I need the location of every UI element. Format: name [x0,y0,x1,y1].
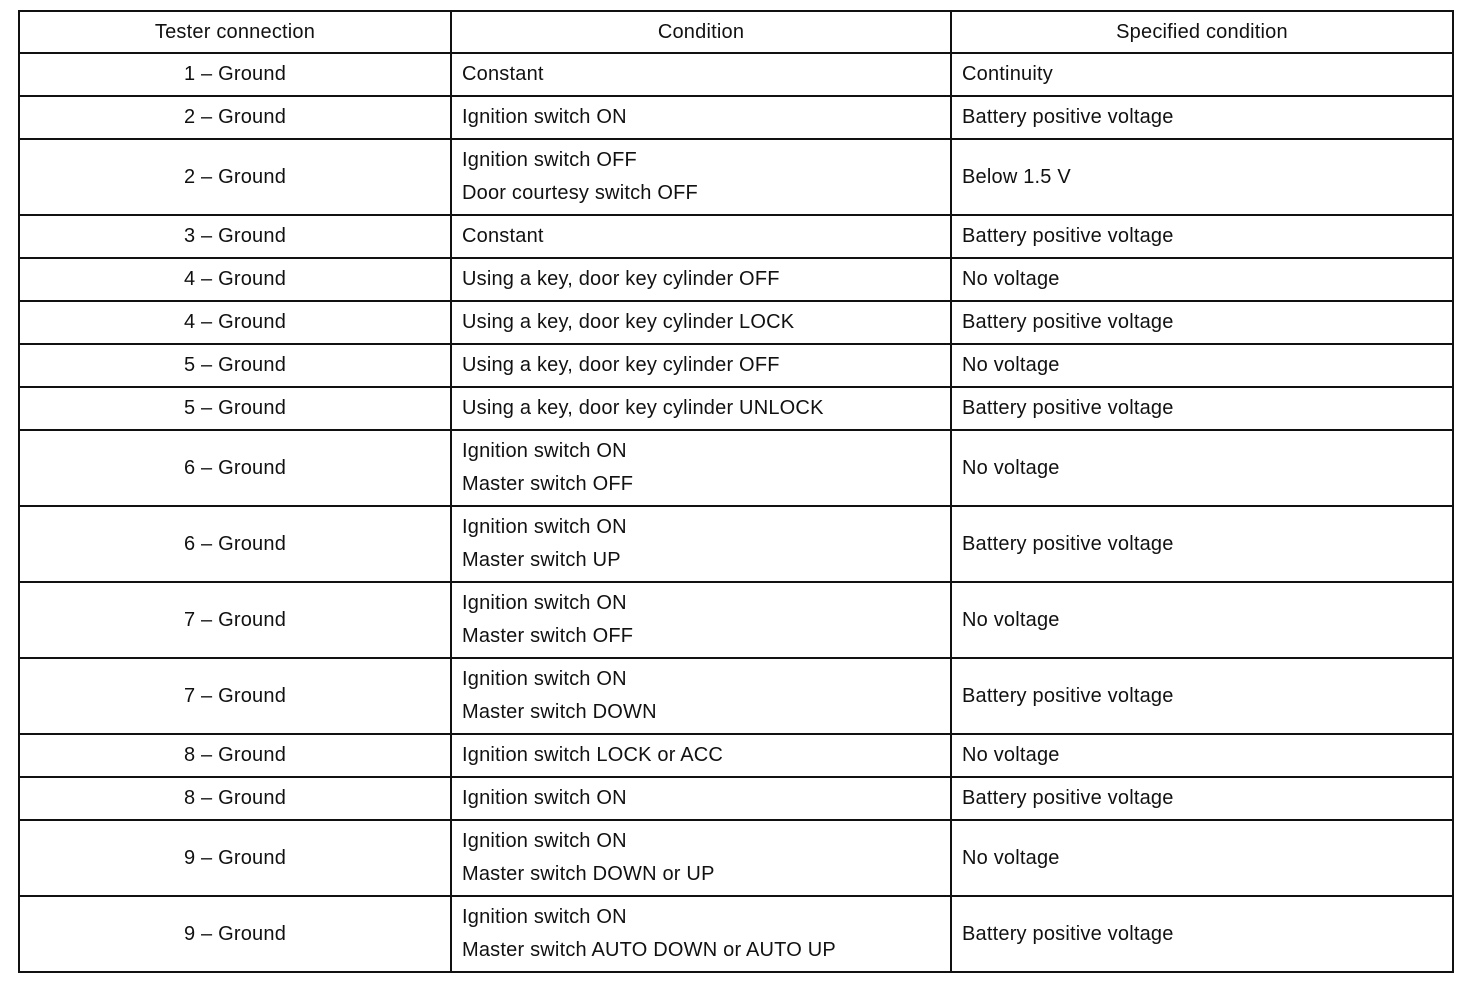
table-row [19,258,1453,301]
condition-line: Constant [462,225,544,247]
specified-condition-cell: Battery positive voltage [951,506,1453,582]
condition-line: Ignition switch ON [462,440,627,462]
tester-connection-cell: 2 – Ground [19,139,451,215]
condition-cell [451,258,951,301]
specified-condition-cell: Below 1.5 V [951,139,1453,215]
tester-connection-cell: 2 – Ground [19,96,451,139]
table-row [19,506,1453,582]
condition-line: Using a key, door key cylinder OFF [462,268,780,290]
tester-connection-table [18,10,1454,973]
condition-line: Ignition switch ON [462,830,627,852]
tester-connection-cell: 9 – Ground [19,820,451,896]
condition-cell [451,506,951,582]
condition-line: Master switch OFF [462,473,634,495]
table-row [19,96,1453,139]
table-row [19,387,1453,430]
tester-connection-cell: 7 – Ground [19,582,451,658]
condition-line: Master switch UP [462,549,621,571]
condition-line: Using a key, door key cylinder OFF [462,354,780,376]
condition-cell [451,820,951,896]
tester-connection-cell: 1 – Ground [19,53,451,96]
condition-line: Ignition switch ON [462,787,627,809]
table-row [19,896,1453,972]
header-row [19,11,1453,53]
tester-connection-cell: 6 – Ground [19,430,451,506]
condition-line: Constant [462,63,544,85]
tester-connection-cell: 5 – Ground [19,387,451,430]
table-row [19,777,1453,820]
condition-cell [451,215,951,258]
condition-line: Master switch DOWN [462,701,657,723]
condition-line: Door courtesy switch OFF [462,182,698,204]
specified-condition-cell: Continuity [951,53,1453,96]
tester-connection-cell: 8 – Ground [19,734,451,777]
specified-condition-cell: No voltage [951,582,1453,658]
specified-condition-cell: Battery positive voltage [951,215,1453,258]
tester-connection-cell: 4 – Ground [19,301,451,344]
condition-line: Using a key, door key cylinder UNLOCK [462,397,824,419]
specified-condition-cell: Battery positive voltage [951,658,1453,734]
condition-cell [451,430,951,506]
header-condition: Condition [451,11,951,53]
specified-condition-cell: Battery positive voltage [951,777,1453,820]
condition-cell [451,387,951,430]
specified-condition-cell: Battery positive voltage [951,96,1453,139]
condition-line: Using a key, door key cylinder LOCK [462,311,795,333]
table-row [19,820,1453,896]
tester-connection-cell: 7 – Ground [19,658,451,734]
specified-condition-cell: No voltage [951,430,1453,506]
table-row [19,215,1453,258]
specified-condition-cell: Battery positive voltage [951,301,1453,344]
specified-condition-cell: No voltage [951,258,1453,301]
table-body [19,53,1453,972]
specified-condition-cell: No voltage [951,820,1453,896]
condition-cell [451,96,951,139]
table-row [19,301,1453,344]
condition-cell [451,301,951,344]
tester-connection-cell: 9 – Ground [19,896,451,972]
condition-cell [451,139,951,215]
condition-line: Ignition switch ON [462,906,627,928]
condition-line: Ignition switch ON [462,106,627,128]
condition-line: Ignition switch ON [462,668,627,690]
condition-line: Master switch DOWN or UP [462,863,715,885]
specified-condition-cell: No voltage [951,344,1453,387]
table-row [19,658,1453,734]
condition-line: Master switch AUTO DOWN or AUTO UP [462,939,836,961]
specified-condition-cell: Battery positive voltage [951,896,1453,972]
condition-cell [451,53,951,96]
table-row [19,734,1453,777]
condition-line: Ignition switch OFF [462,149,637,171]
tester-connection-cell: 6 – Ground [19,506,451,582]
condition-cell [451,734,951,777]
header-tester-connection: Tester connection [19,11,451,53]
tester-connection-cell: 4 – Ground [19,258,451,301]
condition-line: Ignition switch ON [462,516,627,538]
tester-connection-cell: 5 – Ground [19,344,451,387]
condition-cell [451,582,951,658]
table-row [19,139,1453,215]
table-row [19,344,1453,387]
condition-line: Master switch OFF [462,625,634,647]
table-row [19,430,1453,506]
tester-connection-cell: 8 – Ground [19,777,451,820]
table-row [19,582,1453,658]
header-specified-condition: Specified condition [951,11,1453,53]
condition-cell [451,777,951,820]
condition-cell [451,658,951,734]
specified-condition-cell: Battery positive voltage [951,387,1453,430]
specified-condition-cell: No voltage [951,734,1453,777]
table-row [19,53,1453,96]
condition-cell [451,896,951,972]
condition-line: Ignition switch LOCK or ACC [462,744,724,766]
condition-cell [451,344,951,387]
condition-line: Ignition switch ON [462,592,627,614]
tester-connection-cell: 3 – Ground [19,215,451,258]
